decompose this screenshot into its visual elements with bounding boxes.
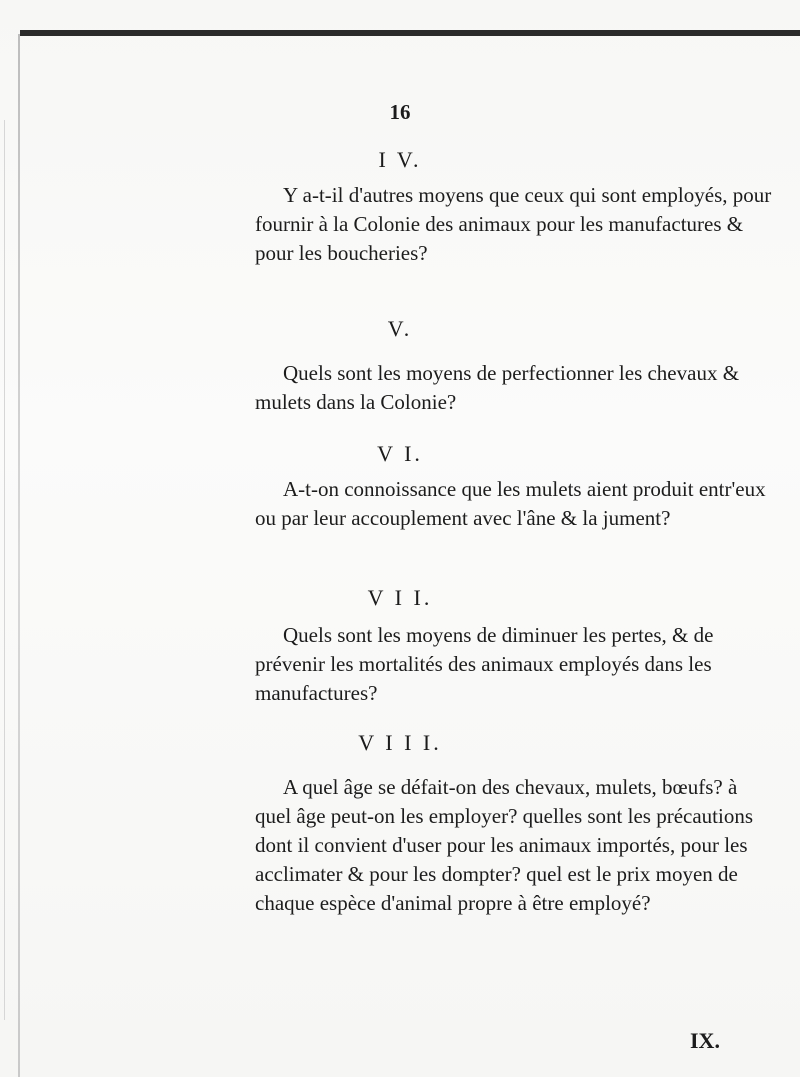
page-binding-shadow	[4, 120, 5, 1020]
section-text-iv	[255, 181, 775, 268]
section-heading-viii: V I I I.	[358, 730, 442, 755]
section-text-iv-content: Y a-t-il d'autres moyens que ceux qui sont employés, pour fournir à la Colonie des animaux pour les manufactures & pour les boucheries?	[255, 183, 772, 265]
section-text-v	[255, 359, 775, 417]
section-text-v-content: Quels sont les moyens de perfectionner les chevaux & mulets dans la Colonie?	[255, 361, 740, 414]
section-heading-vii: V I I.	[367, 585, 433, 610]
section-text-vii-content: Quels sont les moyens de diminuer les pertes, & de prévenir les mortalités des animaux employés dans les manufactures?	[255, 623, 714, 705]
section-text-viii	[255, 773, 775, 918]
section-text-vi	[255, 475, 775, 533]
page-number: 16	[389, 100, 411, 124]
section-heading-v: V.	[387, 316, 413, 341]
section-text-viii-content: A quel âge se défait-on des chevaux, mulets, bœufs? à quel âge peut-on les employer? quelles sont les précautions dont il convient d'user pour les animaux importés, pour les acclimater & pour les dompter? quel est le prix moyen de chaque espèce d'animal propre à être employé?	[255, 775, 754, 915]
page-top-edge	[20, 30, 800, 36]
section-text-vi-content: A-t-on connoissance que les mulets aient produit entr'eux ou par leur accouplement avec l'âne & la jument?	[255, 477, 766, 530]
page-left-edge	[18, 34, 20, 1077]
section-heading-vi: V I.	[377, 441, 423, 466]
section-heading-iv: I V.	[378, 147, 422, 172]
section-text-vii	[255, 621, 775, 708]
catchword: IX.	[690, 1028, 720, 1053]
